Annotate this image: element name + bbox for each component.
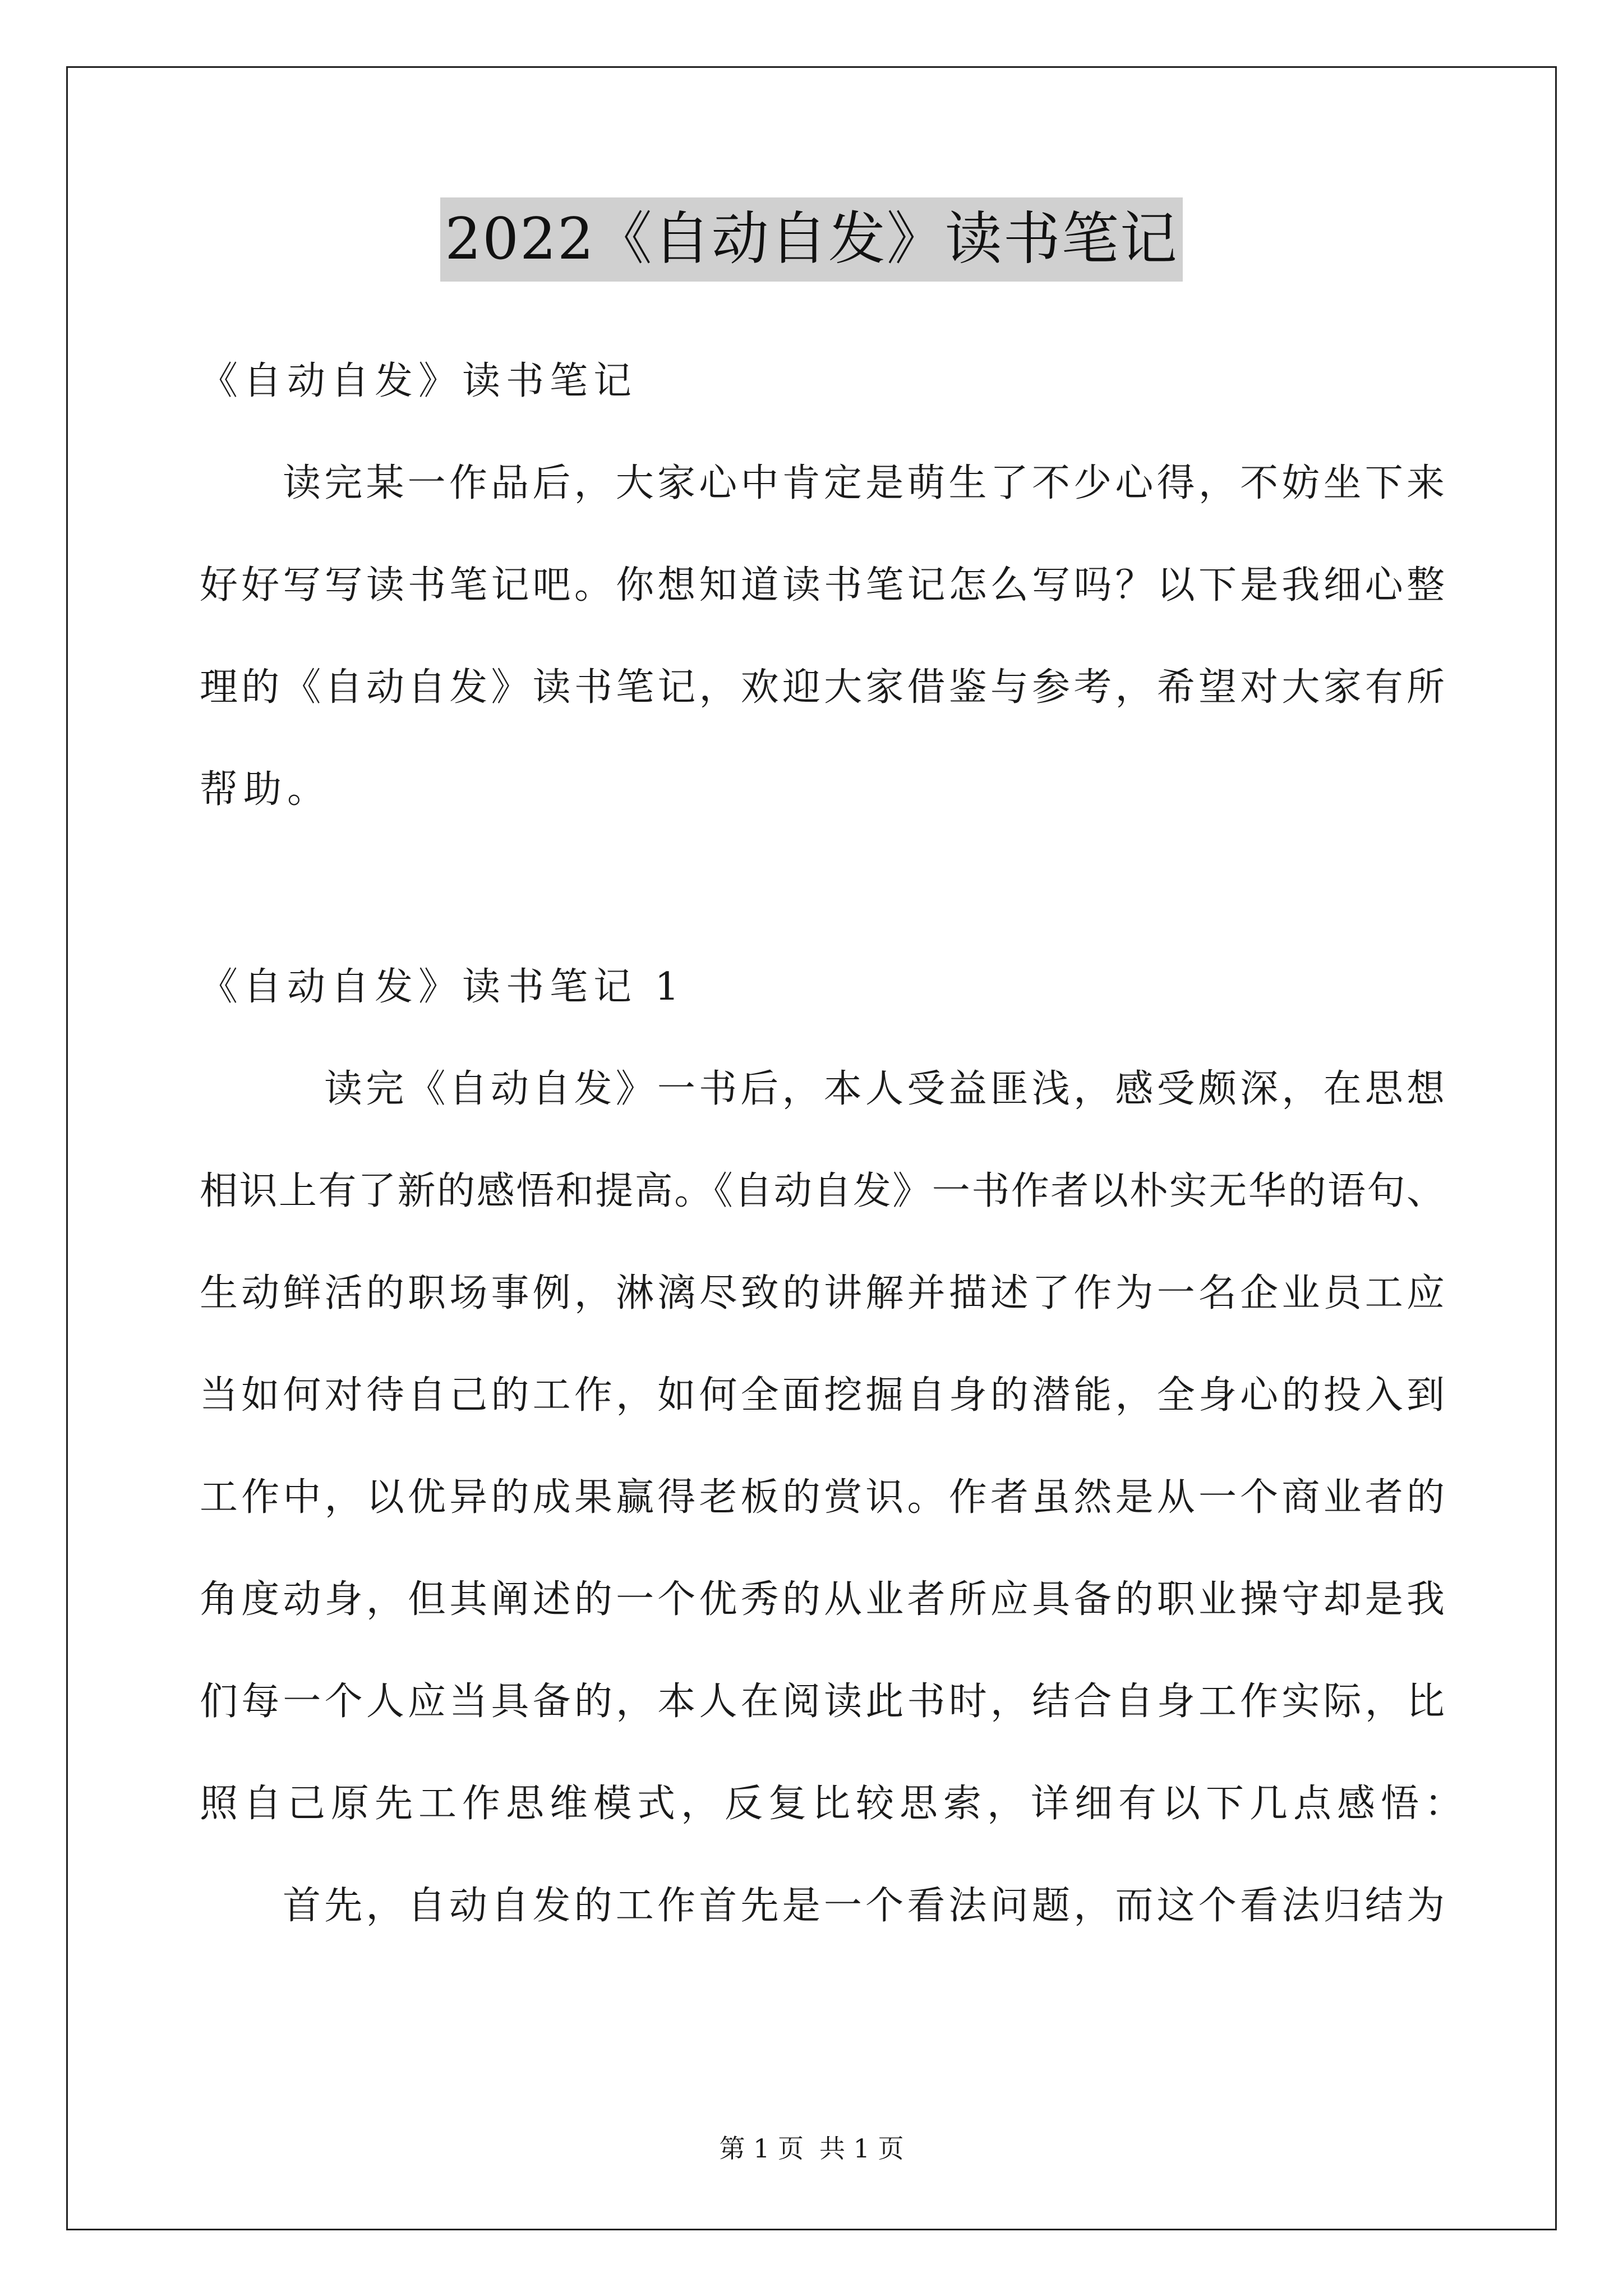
title-wrapper: [0, 197, 1623, 282]
body-line: 角度动身，但其阐述的一个优秀的从业者所应具备的职业操守却是我: [200, 1577, 1445, 1622]
body-line: 生动鲜活的职场事例，淋漓尽致的讲解并描述了作为一名企业员工应: [200, 1271, 1445, 1315]
body-line: 工作中，以优异的成果赢得老板的赏识。作者虽然是从一个商业者的: [200, 1475, 1445, 1520]
body-line: 当如何对待自己的工作，如何全面挖掘自身的潜能，全身心的投入到: [200, 1373, 1445, 1418]
body-line: 相识上有了新的感悟和提高。《自动自发》一书作者以朴实无华的语句、: [200, 1169, 1445, 1213]
intro-line: 读完某一作品后，大家心中肯定是萌生了不少心得，不妨坐下来: [283, 461, 1445, 505]
intro-line: 帮助。: [200, 767, 331, 812]
intro-heading: 《自动自发》读书笔记: [200, 359, 638, 403]
body-line: 照自己原先工作思维模式，反复比较思索，详细有以下几点感悟：: [200, 1782, 1469, 1826]
body-line: 们每一个人应当具备的，本人在阅读此书时，结合自身工作实际，比: [200, 1680, 1445, 1724]
intro-line: 理的《自动自发》读书笔记，欢迎大家借鉴与参考，希望对大家有所: [200, 665, 1445, 710]
body-line: 读完《自动自发》一书后，本人受益匪浅，感受颇深，在思想: [324, 1067, 1445, 1111]
section-gap: [200, 858, 1445, 954]
section-heading-1: 《自动自发》读书笔记 1: [200, 965, 685, 1009]
page-footer: [0, 2132, 1623, 2165]
body-line: 首先，自动自发的工作首先是一个看法问题，而这个看法归结为: [283, 1884, 1445, 1928]
page-number: 第 1 页: [719, 2133, 804, 2164]
page-total: 共 1 页: [819, 2133, 904, 2164]
document-title: 2022《自动自发》读书笔记: [440, 197, 1183, 282]
intro-line: 好好写写读书笔记吧。你想知道读书笔记怎么写吗？以下是我细心整: [200, 563, 1445, 608]
document-body: [200, 348, 1469, 1975]
